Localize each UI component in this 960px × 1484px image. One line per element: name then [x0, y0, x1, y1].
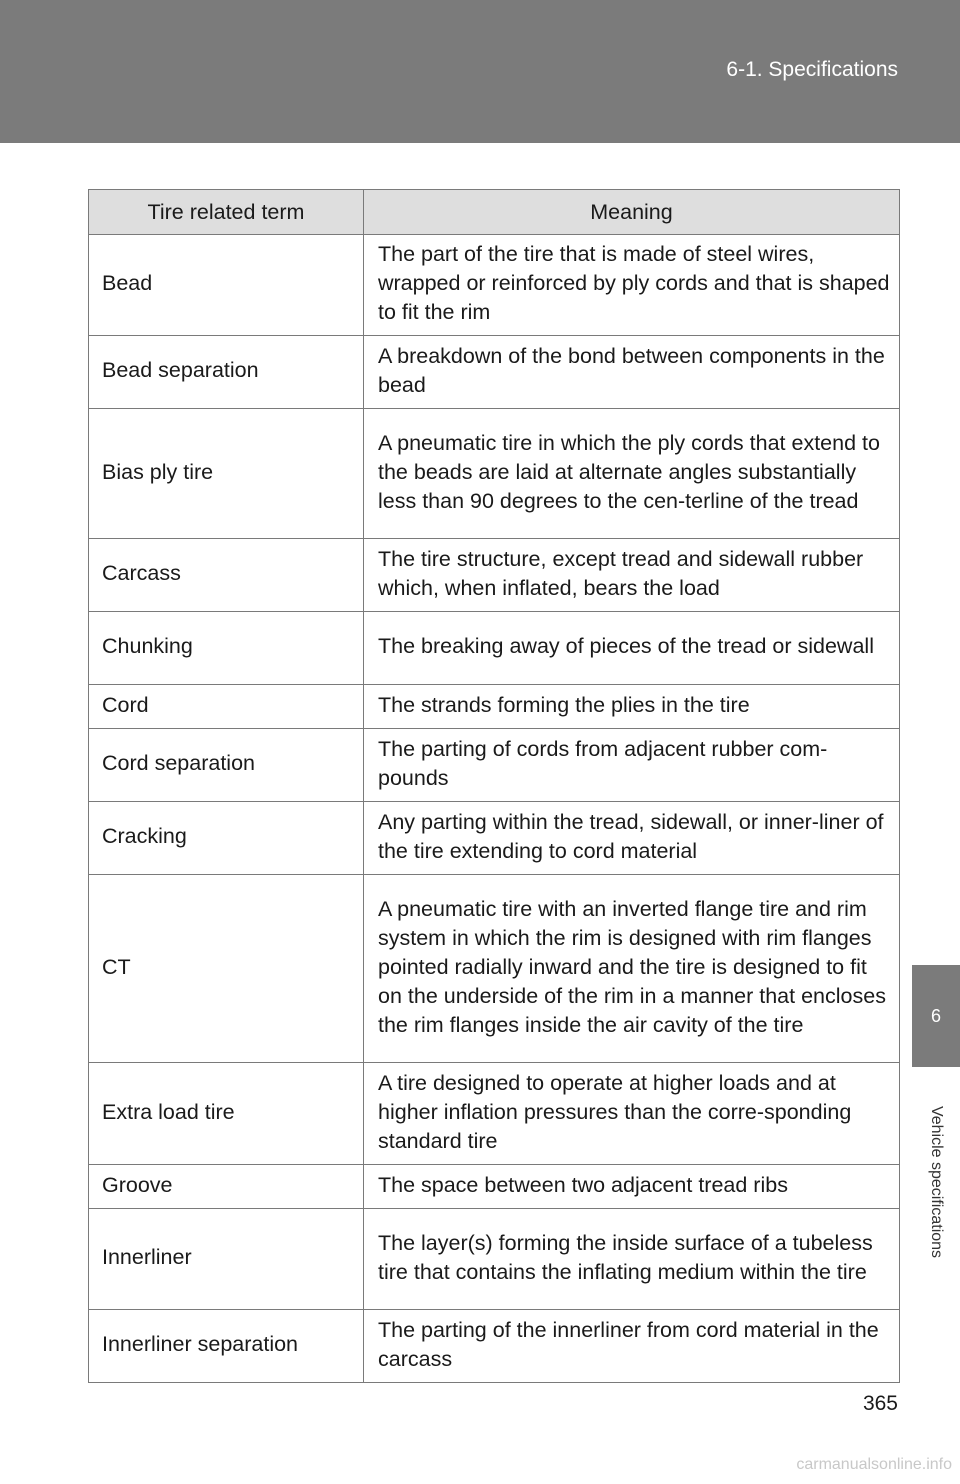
meaning-cell: The breaking away of pieces of the tread or sidewall: [364, 612, 900, 685]
term-cell: CT: [89, 875, 364, 1063]
table-row: [89, 802, 900, 875]
term-cell: Extra load tire: [89, 1063, 364, 1165]
table-row: [89, 1209, 900, 1310]
table-row: [89, 729, 900, 802]
table-row: [89, 409, 900, 539]
table-row: [89, 1310, 900, 1383]
table-row: [89, 685, 900, 729]
tire-terms-table: [88, 189, 900, 1383]
section-title: 6-1. Specifications: [726, 58, 898, 81]
meaning-cell: A pneumatic tire with an inverted flange tire and rim system in which the rim is designed with rim flanges pointed radially inward and the tire is designed to fit on the underside of the rim in a manner that encloses the rim flanges inside the air cavity of the tire: [364, 875, 900, 1063]
meaning-cell: The space between two adjacent tread ribs: [364, 1165, 900, 1209]
meaning-cell: The strands forming the plies in the tire: [364, 685, 900, 729]
chapter-side-label: [912, 1067, 960, 1297]
term-cell: Innerliner: [89, 1209, 364, 1310]
term-cell: Bias ply tire: [89, 409, 364, 539]
table-row: [89, 875, 900, 1063]
watermark-text: carmanualsonline.info: [796, 1456, 952, 1473]
table-row: [89, 612, 900, 685]
column-header-meaning: Meaning: [364, 190, 900, 235]
meaning-cell: A breakdown of the bond between components in the bead: [364, 336, 900, 409]
meaning-cell: A tire designed to operate at higher loads and at higher inflation pressures than the corre-sponding standard tire: [364, 1063, 900, 1165]
term-cell: Groove: [89, 1165, 364, 1209]
table-header-row: [89, 190, 900, 235]
meaning-cell: The parting of the innerliner from cord material in the carcass: [364, 1310, 900, 1383]
table-row: [89, 336, 900, 409]
table-row: [89, 539, 900, 612]
meaning-cell: The parting of cords from adjacent rubber com-pounds: [364, 729, 900, 802]
meaning-cell: The layer(s) forming the inside surface of a tubeless tire that contains the inflating medium within the tire: [364, 1209, 900, 1310]
chapter-tab: [912, 965, 960, 1067]
table-row: [89, 1165, 900, 1209]
page-number: 365: [862, 1392, 898, 1415]
table-row: [89, 235, 900, 336]
term-cell: Cord: [89, 685, 364, 729]
term-cell: Bead separation: [89, 336, 364, 409]
term-cell: Cord separation: [89, 729, 364, 802]
chapter-label: Vehicle specifications: [928, 1105, 945, 1259]
term-cell: Cracking: [89, 802, 364, 875]
meaning-cell: The tire structure, except tread and sidewall rubber which, when inflated, bears the load: [364, 539, 900, 612]
term-cell: Chunking: [89, 612, 364, 685]
term-cell: Bead: [89, 235, 364, 336]
meaning-cell: The part of the tire that is made of steel wires, wrapped or reinforced by ply cords and that is shaped to fit the rim: [364, 235, 900, 336]
table-row: [89, 1063, 900, 1165]
column-header-term: Tire related term: [89, 190, 364, 235]
term-cell: Innerliner separation: [89, 1310, 364, 1383]
chapter-number: 6: [930, 1005, 941, 1026]
term-cell: Carcass: [89, 539, 364, 612]
meaning-cell: Any parting within the tread, sidewall, or inner-liner of the tire extending to cord material: [364, 802, 900, 875]
meaning-cell: A pneumatic tire in which the ply cords that extend to the beads are laid at alternate angles substantially less than 90 degrees to the cen-terline of the tread: [364, 409, 900, 539]
page-header: [0, 0, 960, 143]
